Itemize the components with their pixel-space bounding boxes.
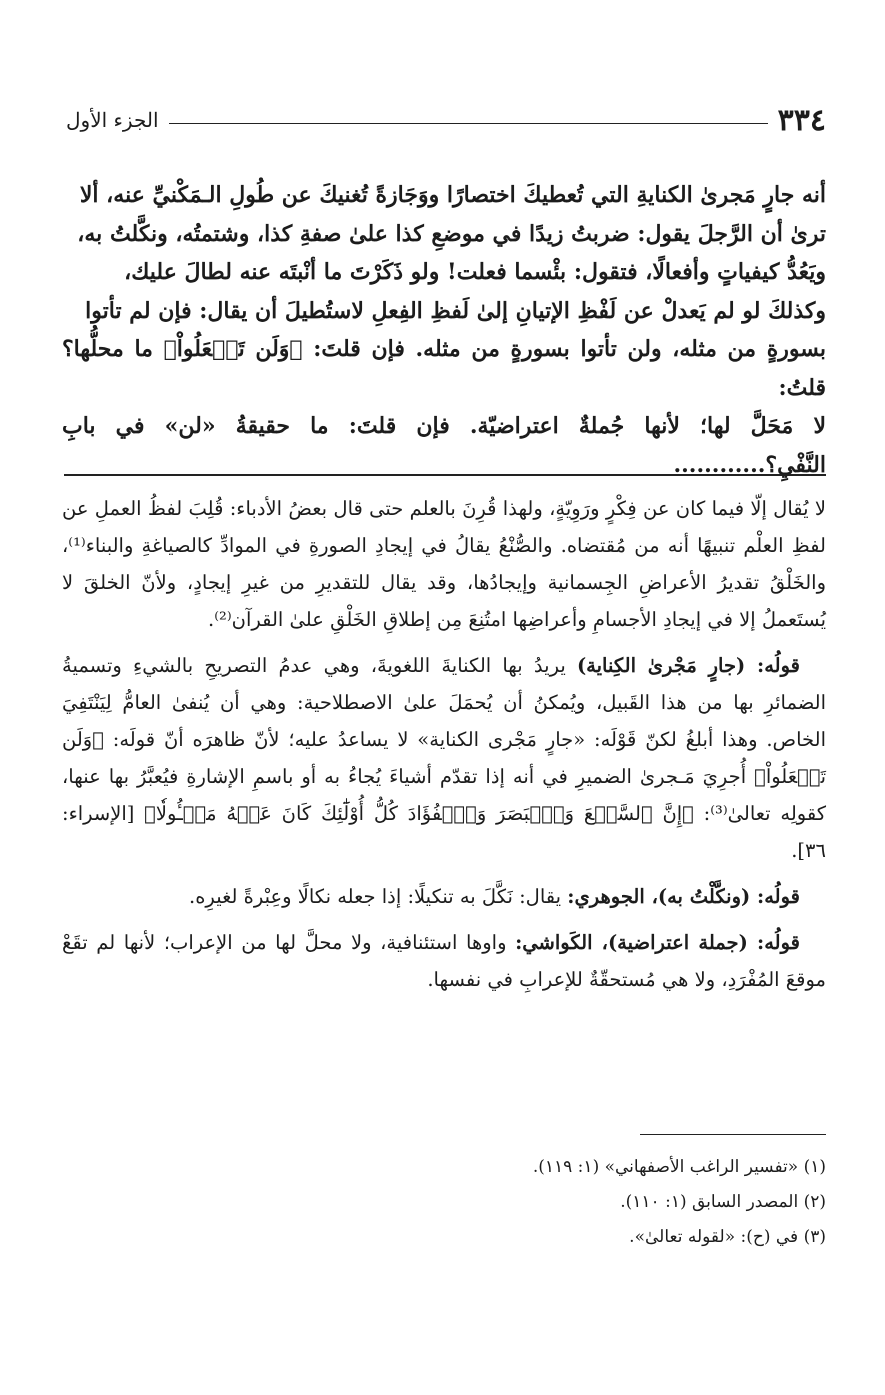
header-rule bbox=[169, 123, 768, 124]
main-text-line: وكذلكَ لو لم يَعدلْ عن لَفْظِ الإتيانِ إلىٰ لَفظِ الفِعلِ لاستُطيلَ أن يقال: فإن لم تأتوا bbox=[85, 297, 826, 324]
commentary-text: واوها استئنافية، ولا محلَّ لها من الإعراب؛ لأنها لم تقَعْ موقعَ المُفْرَدِ، ولا هي مُستحقّةٌ للإعرابِ في نفسها. bbox=[62, 931, 826, 991]
commentary-paragraph bbox=[62, 878, 826, 915]
commentary-paragraph bbox=[62, 924, 826, 998]
commentary-lemma: قولُه: (ونكَّلْتُ به)، الجوهري: bbox=[567, 885, 800, 908]
commentary-paragraph: لا يُقال إلّا فيما كان عن فِكْرٍ ورَوِيّةٍ، ولهذا قُرِنَ بالعلم حتى قال بعضُ الأدباء: قُلِبَ لفظُ العملِ عن لفظِ العلْم تنبيهًا أنه من مُقتضاه. والصُّنْعُ يقالُ في إيجادِ الصورةِ في الموادِّ كالصياغةِ والبناء⁽¹⁾، والخَلْقُ تقديرُ الأعراضِ الجِسمانية وإيجادُها، وقد يقال للتقديرِ من غيرِ إيجادٍ، ولأنّ الخلقَ لا يُستَعملُ إلا في إيجادِ الأجسامِ وأعراضِها امتُنِعَ مِن إطلاقِ الخَلْقِ علىٰ القرآن⁽²⁾. bbox=[62, 497, 826, 631]
commentary-lemma: قولُه: (جارٍ مَجْرىٰ الكِناية) bbox=[576, 654, 800, 677]
commentary-text: يريدُ بها الكنايةَ اللغويةَ، وهي عدمُ التصريحِ بالشيءِ وتسميةُ الضمائرِ بها من هذا القَبيل، ويُمكنُ أن يُحمَلَ علىٰ الاصطلاحية: وهي أن يُنفىٰ العامُّ لِيَنْتَفِيَ الخاص. وهذا أبلغُ لكنّ قَوْلَه: «جارٍ مَجْرى الكناية» لا يساعدُ عليه؛ لأنّ ظاهرَه أنّ قولَه: ﴿وَلَن تَفۡعَلُواْ﴾ أُجرِيَ مَـجرىٰ الضميرِ في أنه إذا تقدّم أشياءَ يُجاءُ به أو باسمِ الإشارةِ فيُعبَّرُ بها عنها، كقولِه تعالىٰ⁽³⁾: ﴿إِنَّ ٱلسَّمۡعَ وَٱلۡبَصَرَ وَٱلۡفُؤَادَ كُلُّ أُوْلَٰٓئِكَ كَانَ عَنۡهُ مَسۡـُٔولٗا﴾ [الإسراء: ٣٦]. bbox=[62, 654, 826, 862]
footnote: (١) «تفسير الراغب الأصفهاني» (١: ١١٩). bbox=[532, 1157, 826, 1177]
main-text-block bbox=[62, 176, 826, 484]
part-title: الجزء الأول bbox=[66, 108, 159, 132]
footnote: (٢) المصدر السابق (١: ١١٠). bbox=[620, 1192, 826, 1212]
footnote: (٣) في (ح): «لقوله تعالىٰ». bbox=[629, 1227, 826, 1247]
main-text-line: بسورةٍ من مثله، ولن تأتوا بسورةٍ من مثله. فإن قلتَ: ﴿وَلَن تَفۡعَلُواْ﴾ ما محلُّها؟ قلتُ: bbox=[62, 336, 826, 401]
main-text-line: ويَعُدُّ كيفياتٍ وأفعالًا، فتقول: بئْسما فعلت! ولو ذَكَرْتَ ما أنْبتَه عنه لطالَ عليك، bbox=[124, 259, 826, 285]
commentary-block bbox=[62, 490, 826, 1007]
main-text-line: ترىٰ أن الرَّجلَ يقول: ضربتُ زيدًا في موضعِ كذا علىٰ صفةِ كذا، وشتمتُه، ونكَّلتُ به، bbox=[77, 220, 826, 247]
commentary-text: يقال: نَكَّلَ به تنكيلًا: إذا جعله نكالًا وعِبْرةً لغيرِه. bbox=[189, 885, 568, 908]
section-divider bbox=[64, 474, 826, 476]
commentary-lemma: قولُه: (جملة اعتراضية)، الكَواشي: bbox=[515, 931, 800, 954]
main-text-line: أنه جارٍ مَجرىٰ الكنايةِ التي تُعطيكَ اختصارًا ووَجَازةً تُغنيكَ عن طُولِ الـمَكْنيِّ عنه، ألا bbox=[79, 182, 826, 208]
running-header bbox=[66, 100, 826, 140]
main-text-line: لا مَحَلَّ لها؛ لأنها جُملةٌ اعتراضيّة. فإن قلتَ: ما حقيقةُ «لن» في بابِ النَّفْيِ؟............ bbox=[62, 413, 826, 478]
footnote-divider bbox=[640, 1134, 826, 1135]
commentary-paragraph bbox=[62, 647, 826, 869]
footnotes bbox=[300, 1150, 826, 1255]
page-number: ٣٣٤ bbox=[777, 102, 826, 138]
